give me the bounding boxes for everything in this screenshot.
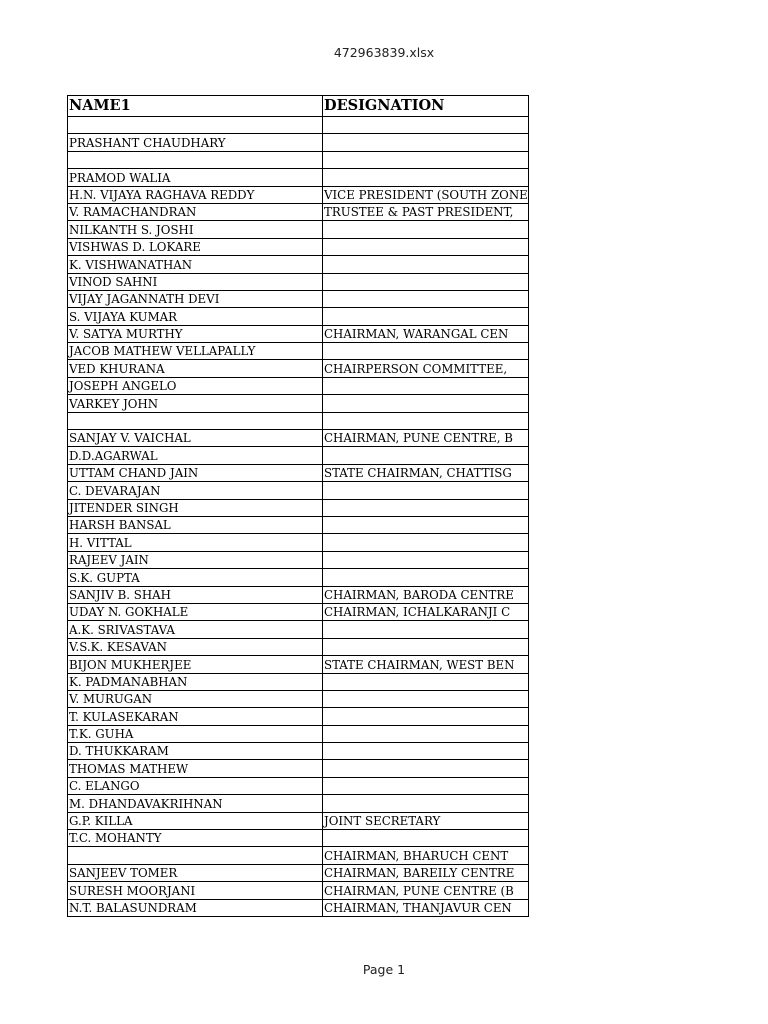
- name-cell[interactable]: [68, 151, 323, 168]
- table-row: [68, 290, 529, 307]
- name-cell[interactable]: JOSEPH ANGELO: [68, 377, 323, 394]
- column-header-name[interactable]: NAME1: [68, 96, 323, 117]
- name-cell[interactable]: PRAMOD WALIA: [68, 169, 323, 186]
- spreadsheet-table: [67, 95, 529, 917]
- designation-cell[interactable]: [323, 708, 529, 725]
- table-row: [68, 621, 529, 638]
- name-cell[interactable]: H.N. VIJAYA RAGHAVA REDDY: [68, 186, 323, 203]
- designation-cell[interactable]: [323, 777, 529, 794]
- table-row: [68, 603, 529, 620]
- table-row: [68, 777, 529, 794]
- table-row: [68, 134, 529, 151]
- designation-cell[interactable]: [323, 725, 529, 742]
- designation-cell[interactable]: CHAIRMAN, BARODA CENTRE: [323, 586, 529, 603]
- table-row: [68, 256, 529, 273]
- table-row: [68, 690, 529, 707]
- table-row: [68, 221, 529, 238]
- name-cell[interactable]: V. MURUGAN: [68, 690, 323, 707]
- designation-cell[interactable]: CHAIRMAN, THANJAVUR CEN: [323, 899, 529, 916]
- table-row: [68, 325, 529, 342]
- name-cell[interactable]: N.T. BALASUNDRAM: [68, 899, 323, 916]
- designation-cell[interactable]: TRUSTEE & PAST PRESIDENT,: [323, 203, 529, 220]
- table-row: [68, 551, 529, 568]
- table-row: [68, 464, 529, 481]
- name-cell[interactable]: M. DHANDAVAKRIHNAN: [68, 795, 323, 812]
- name-cell[interactable]: RAJEEV JAIN: [68, 551, 323, 568]
- name-cell[interactable]: VED KHURANA: [68, 360, 323, 377]
- table-row: [68, 708, 529, 725]
- name-cell[interactable]: V. RAMACHANDRAN: [68, 203, 323, 220]
- designation-cell[interactable]: [323, 290, 529, 307]
- table-row: [68, 830, 529, 847]
- name-cell[interactable]: C. DEVARAJAN: [68, 482, 323, 499]
- designation-cell[interactable]: [323, 447, 529, 464]
- table-row: [68, 743, 529, 760]
- designation-cell[interactable]: [323, 482, 529, 499]
- name-cell[interactable]: [68, 117, 323, 134]
- table-row: [68, 203, 529, 220]
- name-cell[interactable]: SANJEEV TOMER: [68, 864, 323, 881]
- designation-cell[interactable]: [323, 238, 529, 255]
- table-body: [68, 96, 529, 917]
- table-row: [68, 169, 529, 186]
- designation-cell[interactable]: [323, 551, 529, 568]
- designation-cell[interactable]: [323, 638, 529, 655]
- designation-cell[interactable]: [323, 117, 529, 134]
- designation-cell[interactable]: [323, 169, 529, 186]
- name-cell[interactable]: UTTAM CHAND JAIN: [68, 464, 323, 481]
- designation-cell[interactable]: CHAIRMAN, ICHALKARANJI C: [323, 603, 529, 620]
- designation-cell[interactable]: CHAIRMAN, PUNE CENTRE (B: [323, 882, 529, 899]
- designation-cell[interactable]: VICE PRESIDENT (SOUTH ZONE: [324, 187, 528, 202]
- designation-cell[interactable]: STATE CHAIRMAN, CHATTISG: [323, 464, 529, 481]
- table-row: [68, 516, 529, 533]
- table-row: [68, 725, 529, 742]
- table-row: [68, 795, 529, 812]
- designation-cell[interactable]: JOINT SECRETARY: [323, 812, 529, 829]
- designation-cell[interactable]: [323, 412, 529, 429]
- designation-cell[interactable]: STATE CHAIRMAN, WEST BEN: [323, 656, 529, 673]
- header-row: [68, 96, 529, 117]
- name-cell[interactable]: VISHWAS D. LOKARE: [68, 238, 323, 255]
- page-number: Page 1: [362, 962, 406, 977]
- designation-cell[interactable]: [323, 690, 529, 707]
- designation-cell[interactable]: CHAIRMAN, PUNE CENTRE, B: [323, 430, 529, 447]
- table-row: [68, 847, 529, 864]
- designation-cell[interactable]: [323, 760, 529, 777]
- name-cell[interactable]: T. KULASEKARAN: [68, 708, 323, 725]
- table-row: [68, 864, 529, 881]
- name-cell[interactable]: JACOB MATHEW VELLAPALLY: [68, 343, 323, 360]
- designation-cell[interactable]: [323, 569, 529, 586]
- designation-cell[interactable]: [323, 343, 529, 360]
- name-cell[interactable]: K. PADMANABHAN: [68, 673, 323, 690]
- table-row: [68, 412, 529, 429]
- table-row: [68, 151, 529, 168]
- name-cell[interactable]: [68, 412, 323, 429]
- name-cell[interactable]: VINOD SAHNI: [68, 273, 323, 290]
- document-title: 472963839.xlsx: [333, 45, 435, 60]
- table-row: [68, 395, 529, 412]
- designation-cell[interactable]: [323, 795, 529, 812]
- table-row: [68, 343, 529, 360]
- name-cell[interactable]: SANJIV B. SHAH: [68, 586, 323, 603]
- table-row: [68, 377, 529, 394]
- table-row: [68, 586, 529, 603]
- table-row: [68, 812, 529, 829]
- designation-cell[interactable]: [323, 534, 529, 551]
- designation-cell[interactable]: [323, 830, 529, 847]
- table-row: [68, 117, 529, 134]
- name-cell[interactable]: VARKEY JOHN: [68, 395, 323, 412]
- designation-cell[interactable]: [323, 256, 529, 273]
- designation-cell[interactable]: [323, 377, 529, 394]
- table-row: [68, 238, 529, 255]
- designation-cell[interactable]: CHAIRMAN, BHARUCH CENT: [323, 847, 529, 864]
- name-cell[interactable]: S.K. GUPTA: [68, 569, 323, 586]
- table-row: [68, 273, 529, 290]
- designation-cell[interactable]: [323, 151, 529, 168]
- name-cell[interactable]: T.C. MOHANTY: [68, 830, 323, 847]
- name-cell[interactable]: NILKANTH S. JOSHI: [68, 221, 323, 238]
- table-row: [68, 899, 529, 916]
- name-cell[interactable]: D.D.AGARWAL: [68, 447, 323, 464]
- designation-cell[interactable]: [323, 395, 529, 412]
- table-row: [68, 882, 529, 899]
- designation-cell[interactable]: [323, 308, 529, 325]
- name-cell[interactable]: THOMAS MATHEW: [68, 760, 323, 777]
- designation-cell[interactable]: [323, 499, 529, 516]
- designation-cell[interactable]: [323, 134, 529, 151]
- name-cell[interactable]: C. ELANGO: [68, 777, 323, 794]
- name-cell[interactable]: UDAY N. GOKHALE: [68, 603, 323, 620]
- name-cell[interactable]: V. SATYA MURTHY: [68, 325, 323, 342]
- name-cell[interactable]: SANJAY V. VAICHAL: [68, 430, 323, 447]
- name-cell[interactable]: S. VIJAYA KUMAR: [68, 308, 323, 325]
- designation-cell[interactable]: [323, 673, 529, 690]
- table-row: [68, 430, 529, 447]
- name-cell[interactable]: [68, 847, 323, 864]
- designation-cell[interactable]: CHAIRMAN, BAREILY CENTRE: [323, 864, 529, 881]
- name-cell[interactable]: D. THUKKARAM: [68, 743, 323, 760]
- table-row: [68, 673, 529, 690]
- name-cell[interactable]: PRASHANT CHAUDHARY: [68, 134, 323, 151]
- designation-cell[interactable]: [323, 743, 529, 760]
- table-row: [68, 499, 529, 516]
- designation-cell[interactable]: CHAIRMAN, WARANGAL CEN: [323, 325, 529, 342]
- name-cell[interactable]: A.K. SRIVASTAVA: [68, 621, 323, 638]
- table-row: [68, 638, 529, 655]
- table-row: [68, 447, 529, 464]
- table-row: [68, 360, 529, 377]
- designation-cell[interactable]: [323, 273, 529, 290]
- name-cell[interactable]: BIJON MUKHERJEE: [68, 656, 323, 673]
- designation-cell[interactable]: [323, 621, 529, 638]
- name-cell[interactable]: SURESH MOORJANI: [68, 882, 323, 899]
- name-cell[interactable]: JITENDER SINGH: [68, 499, 323, 516]
- column-header-designation[interactable]: DESIGNATION: [323, 96, 529, 117]
- table-row: [68, 186, 529, 203]
- designation-cell[interactable]: [323, 516, 529, 533]
- name-cell[interactable]: HARSH BANSAL: [68, 516, 323, 533]
- table-row: [68, 656, 529, 673]
- table-row: [68, 308, 529, 325]
- table-row: [68, 482, 529, 499]
- name-cell[interactable]: H. VITTAL: [68, 534, 323, 551]
- table-row: [68, 569, 529, 586]
- name-cell[interactable]: VIJAY JAGANNATH DEVI: [68, 290, 323, 307]
- name-cell[interactable]: G.P. KILLA: [68, 812, 323, 829]
- name-cell[interactable]: K. VISHWANATHAN: [68, 256, 323, 273]
- name-cell[interactable]: V.S.K. KESAVAN: [68, 638, 323, 655]
- table-row: [68, 760, 529, 777]
- table-row: [68, 534, 529, 551]
- name-cell[interactable]: T.K. GUHA: [68, 725, 323, 742]
- designation-cell[interactable]: [323, 221, 529, 238]
- designation-cell[interactable]: CHAIRPERSON COMMITTEE,: [323, 360, 529, 377]
